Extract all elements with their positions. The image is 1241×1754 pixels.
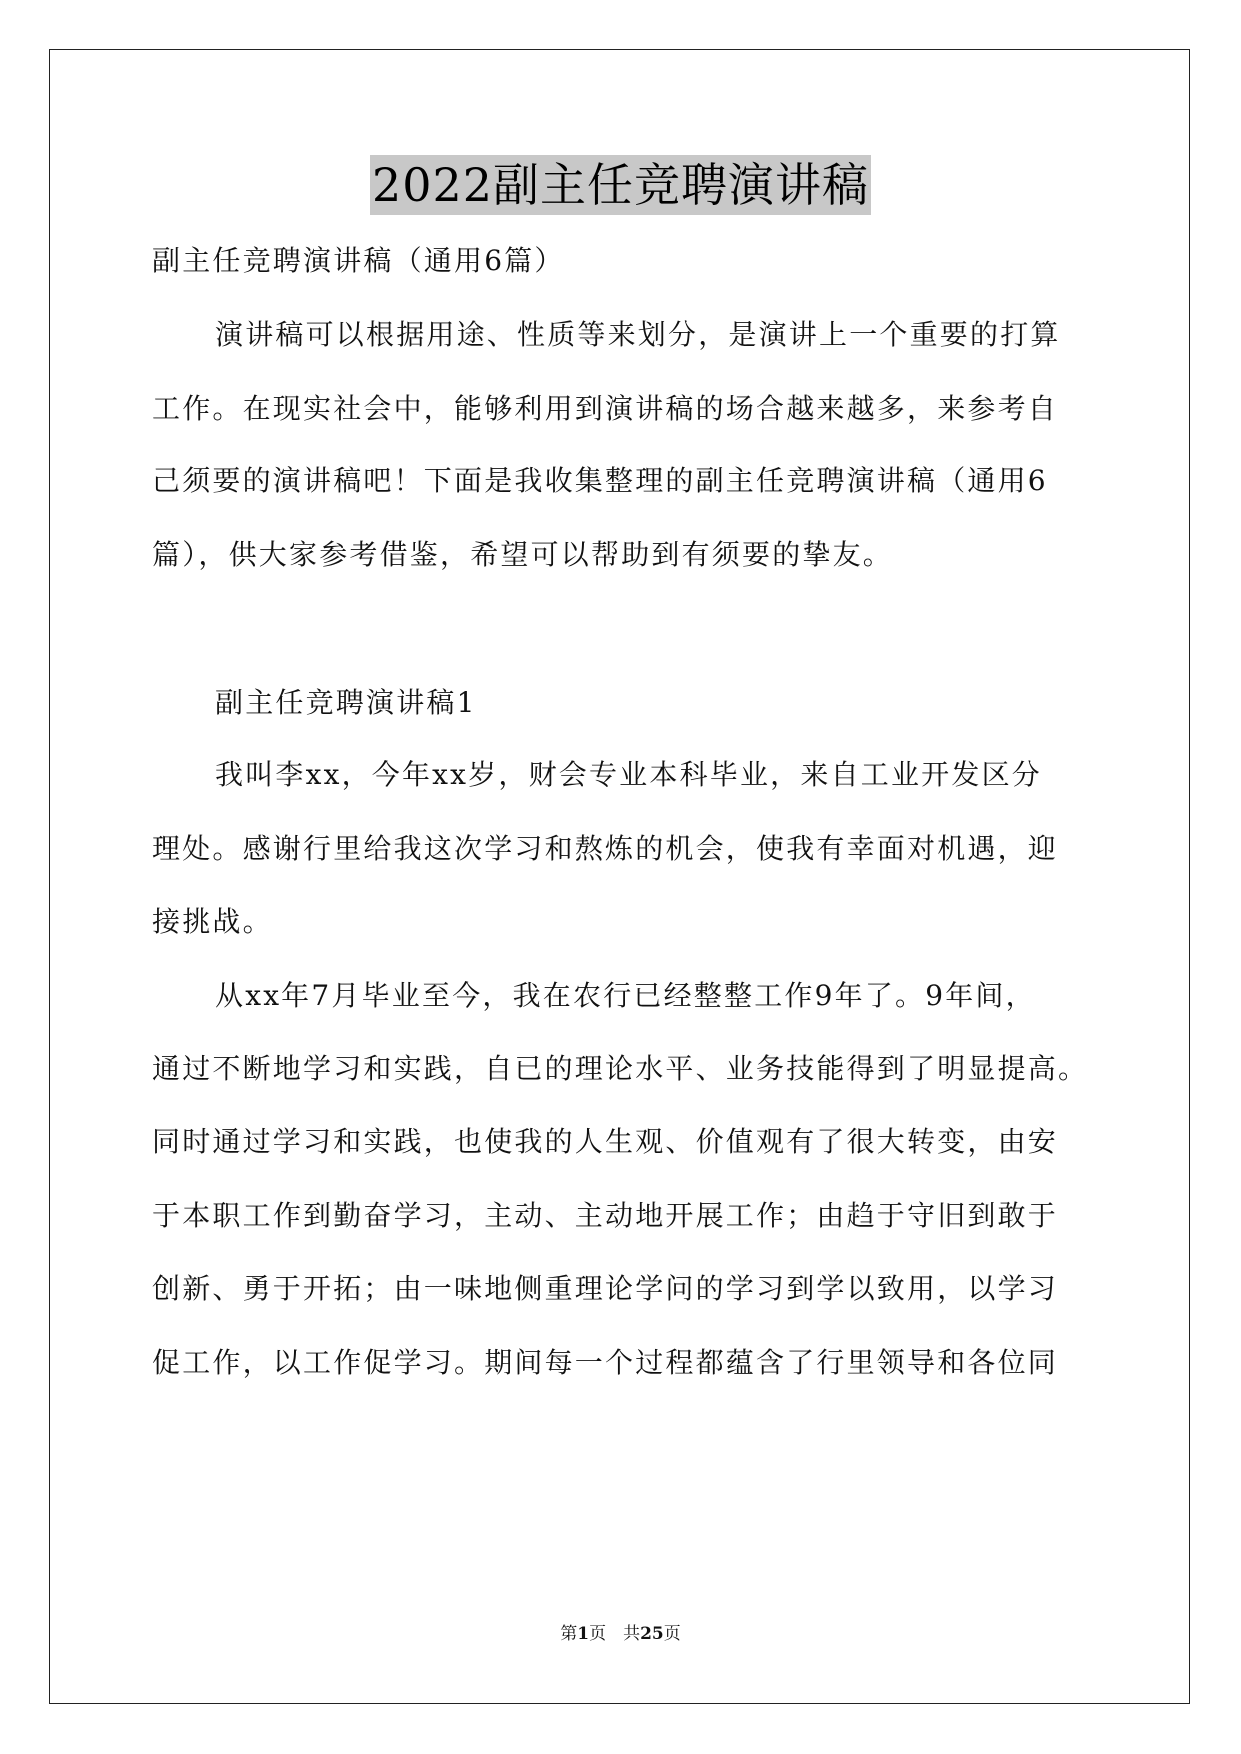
intro-line: 工作。在现实社会中，能够利用到演讲稿的场合越来越多，来参考自 bbox=[152, 392, 1059, 425]
page-border bbox=[49, 49, 1190, 1704]
paragraph-line: 促工作，以工作促学习。期间每一个过程都蕴含了行里领导和各位同 bbox=[152, 1346, 1059, 1379]
document-title: 2022副主任竞聘演讲稿 bbox=[370, 155, 871, 215]
footer-prefix: 第 bbox=[560, 1624, 578, 1644]
footer-suffix: 页 bbox=[663, 1624, 681, 1644]
title-container bbox=[0, 155, 1241, 215]
footer-page-number: 1 bbox=[577, 1624, 590, 1644]
page-footer bbox=[0, 1623, 1241, 1645]
paragraph-line: 通过不断地学习和实践，自已的理论水平、业务技能得到了明显提高。 bbox=[152, 1052, 1089, 1085]
paragraph-line: 我叫李xx，今年xx岁，财会专业本科毕业，来自工业开发区分 bbox=[215, 758, 1042, 791]
paragraph-line: 同时通过学习和实践，也使我的人生观、价值观有了很大转变，由安 bbox=[152, 1125, 1059, 1158]
footer-middle: 页 共 bbox=[589, 1624, 641, 1644]
paragraph-line: 理处。感谢行里给我这次学习和熬炼的机会，使我有幸面对机遇，迎 bbox=[152, 832, 1059, 865]
intro-line: 己须要的演讲稿吧！下面是我收集整理的副主任竞聘演讲稿（通用6 bbox=[152, 464, 1048, 497]
section-heading: 副主任竞聘演讲稿1 bbox=[215, 686, 477, 719]
intro-line: 篇），供大家参考借鉴，希望可以帮助到有须要的挚友。 bbox=[152, 538, 894, 571]
intro-line: 演讲稿可以根据用途、性质等来划分，是演讲上一个重要的打算 bbox=[215, 318, 1061, 351]
paragraph-line: 创新、勇于开拓；由一味地侧重理论学问的学习到学以致用，以学习 bbox=[152, 1272, 1059, 1305]
paragraph-line: 接挑战。 bbox=[152, 905, 273, 938]
paragraph-line: 于本职工作到勤奋学习，主动、主动地开展工作；由趋于守旧到敢于 bbox=[152, 1199, 1059, 1232]
document-subtitle: 副主任竞聘演讲稿（通用6篇） bbox=[152, 244, 565, 277]
paragraph-line: 从xx年7月毕业至今，我在农行已经整整工作9年了。9年间， bbox=[215, 979, 1036, 1012]
footer-total-pages: 25 bbox=[640, 1624, 664, 1644]
